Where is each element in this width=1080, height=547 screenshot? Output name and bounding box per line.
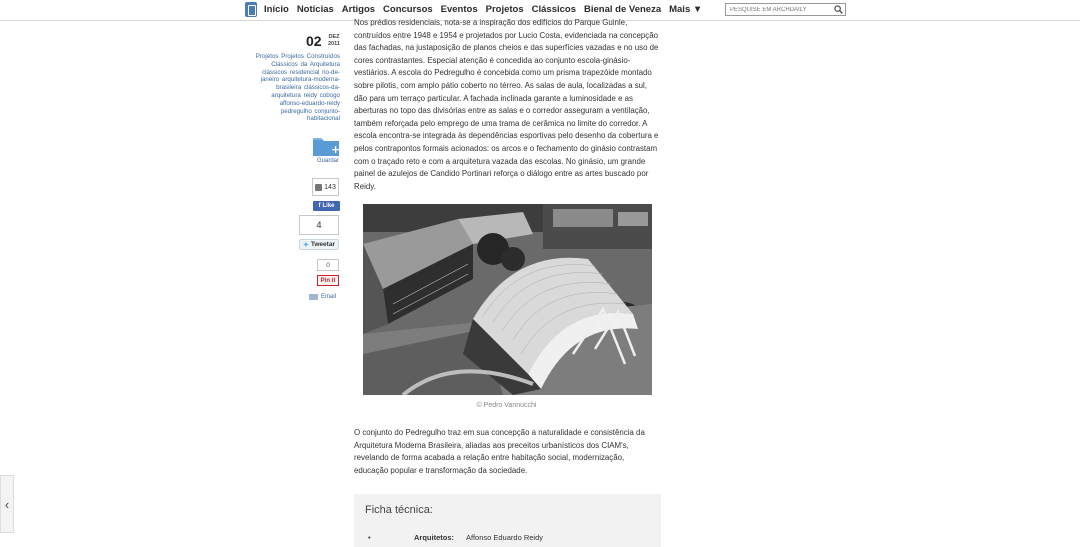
ficha-tecnica-title: Ficha técnica: — [365, 504, 433, 516]
like-count-box — [312, 178, 339, 196]
tweet-button[interactable] — [299, 239, 339, 250]
svg-text:+: + — [331, 143, 340, 156]
previous-article-arrow[interactable]: ‹ — [0, 475, 14, 533]
ficha-row-value[interactable]: Affonso Eduardo Reidy — [466, 533, 543, 542]
post-tags[interactable]: Projetos Projetos Construídos Clássicos da Arquitetura clássicos residencial rio-de-janeiro arquitetura-moderna-brasileira clássicos-da-arquitetura reidy cobogo affonso-eduardo-reidy pedregulho conjunto-habitacional — [255, 53, 340, 123]
article-photo[interactable] — [363, 204, 652, 395]
photo-caption: © Pedro Vannucchi — [476, 402, 537, 409]
ficha-tecnica-box — [354, 494, 661, 547]
article-paragraph-1: Nos prédios residenciais, nota-se a inspiração dos edifícios do Parque Guinle, contruídos entre 1948 e 1954 e projetados por Lucio Costa, evidenciada na concepção das fachadas, na justaposição de planos cheios e das superfícies vazadas e no uso de cores contrastantes. Especial atenção é concedida ao conjunto escola-ginásio-vestiários. A escola do Pedregulho é concebida como um prisma trapezóide montado sobre pilotis, com amplo pátio coberto no térreo. As salas de aula, localizadas a sul, dão para um terraço particular. A fachada inclinada garante a luminosidade e as aberturas no topo das divisórias entre as salas e o corredor asseguram a ventilação, também reforçada pelo emprego de uma trama de cerâmica no limite do corredor. A escola encontra-se integrada às dependências esportivas pelo desenho da cobertura e pelos contrapontos formais acionados: os arcos e o fechamento do ginásio contrastam com o traçado reto e com a arquitetura vazada das escolas. No ginásio, um grande painel de azulejos de Candido Portinari reforça o diálogo entre as artes buscado por Reidy. — [354, 18, 659, 191]
nav-eventos[interactable]: Eventos — [440, 4, 478, 15]
bullet-icon: • — [368, 533, 371, 542]
tweet-label: Tweetar — [310, 241, 335, 248]
facebook-like-label: Like — [322, 203, 335, 209]
nav-artigos[interactable]: Artigos — [341, 4, 376, 15]
nav-mais-dropdown[interactable]: Mais ▼ — [669, 4, 703, 15]
search-box — [725, 3, 846, 16]
facebook-like-button[interactable] — [313, 201, 340, 211]
article-paragraph-2: O conjunto do Pedregulho traz em sua concepção a naturalidade e consistência da Arquitetura Moderna Brasileira, aliadas aos preceitos urbanísticos dos CIAM's, revelando de forma acabada a relação entre habitação social, modernização, educação popular e transformação da sociedade. — [354, 428, 645, 475]
facebook-icon: f — [318, 203, 321, 209]
nav-bienal-de-veneza[interactable]: Bienal de Veneza — [584, 4, 662, 15]
twitter-bird-icon: ✦ — [303, 241, 309, 249]
envelope-icon — [309, 294, 318, 300]
nav-projetos[interactable]: Projetos — [485, 4, 524, 15]
folder-add-icon[interactable] — [312, 135, 340, 157]
post-date-month: DEZ — [328, 34, 340, 40]
email-share-button[interactable] — [309, 291, 340, 302]
search-icon[interactable] — [834, 5, 843, 14]
thumbs-up-icon — [315, 184, 322, 191]
ficha-row-key: Arquitetos: — [414, 533, 454, 542]
ficha-row — [368, 533, 543, 542]
save-button[interactable]: Guardar — [317, 158, 340, 164]
search-input[interactable] — [726, 4, 834, 15]
like-count: 143 — [324, 183, 336, 191]
post-date-year: 2011 — [328, 41, 340, 47]
archdaily-logo[interactable] — [245, 2, 257, 17]
nav-inicio[interactable]: Início — [264, 4, 289, 15]
pin-count: 0 — [317, 259, 339, 271]
nav-concursos[interactable]: Concursos — [383, 4, 433, 15]
post-date-month-year — [328, 34, 340, 48]
pinterest-button[interactable]: Pin it — [317, 275, 339, 286]
post-date-day: 02 — [306, 33, 322, 49]
nav-noticias[interactable]: Notícias — [296, 4, 334, 15]
gymnasium-photo-image — [363, 204, 652, 395]
tweet-count: 4 — [299, 215, 339, 235]
nav-classicos[interactable]: Clássicos — [531, 4, 577, 15]
email-label: Email — [321, 293, 337, 300]
